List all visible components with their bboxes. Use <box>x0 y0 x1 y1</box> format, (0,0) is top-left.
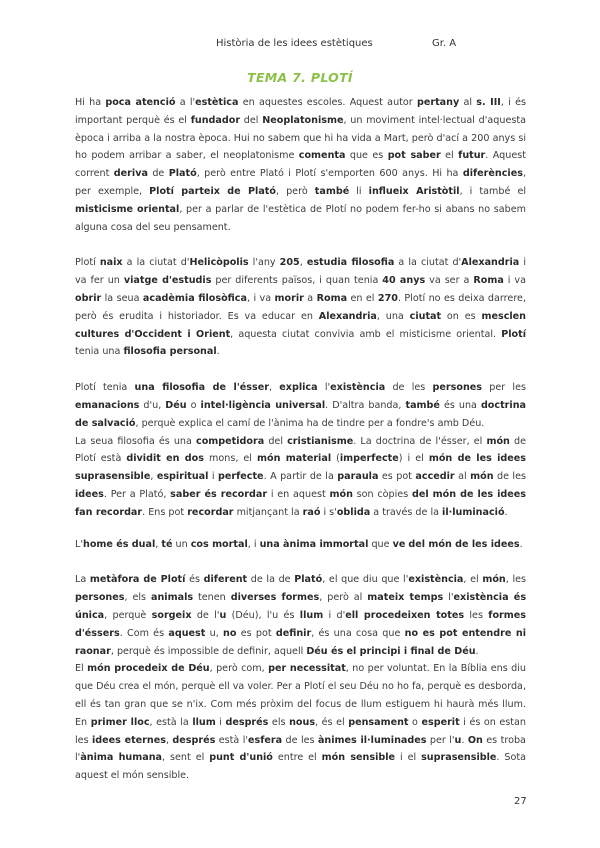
bold-run: món <box>486 435 510 447</box>
text-run: u, <box>205 627 224 639</box>
text-run: , per a parlar de l'estètica de Plotí no podem fer-ho si abans no sabem alguna cosa del seu pensament. <box>75 203 526 233</box>
bold-run: esperit <box>421 716 460 728</box>
bold-run: explica <box>279 382 318 394</box>
text-run: és una <box>439 399 481 411</box>
text-run: les <box>464 609 489 621</box>
bold-run: llum <box>192 716 216 728</box>
text-run: de <box>147 168 169 180</box>
text-run: , per exemple, <box>75 168 527 197</box>
text-run: a <box>303 292 317 304</box>
bold-run: Helicòpolis <box>189 257 249 269</box>
bold-run: estètica <box>195 97 239 108</box>
bold-run: després <box>225 716 269 728</box>
bold-run: també <box>314 185 350 197</box>
bold-run: poca atenció <box>105 97 176 108</box>
text-run: en aquestes escoles. Aquest autor <box>238 97 417 108</box>
bold-run: formes d'éssers <box>75 609 526 639</box>
text-run: . <box>519 538 523 550</box>
bold-run: fundador <box>190 114 241 126</box>
header-group: Gr. A <box>432 38 457 49</box>
text-run: o <box>408 716 422 728</box>
bold-run: paraula <box>337 471 379 483</box>
text-run: que <box>368 538 393 550</box>
text-run: tenen <box>193 592 231 604</box>
text-run: i <box>215 716 226 728</box>
bold-run: cos mortal <box>190 538 248 550</box>
header-course-title: Història de les idees estètiques <box>216 38 373 49</box>
text-run: i va fer un <box>75 257 526 287</box>
text-run: , està la <box>149 716 193 728</box>
bold-run: món <box>470 471 494 483</box>
text-run: a la ciutat d' <box>122 257 190 269</box>
bold-run: diferent <box>203 574 248 586</box>
text-run: al <box>454 471 471 483</box>
bold-run: una filosofia de l'ésser <box>134 382 269 394</box>
bold-run: Plotí <box>501 328 526 340</box>
chapter-title: TEMA 7. PLOTÍ <box>247 70 353 85</box>
bold-run: després <box>172 734 216 746</box>
bold-run: obrir <box>75 292 102 304</box>
paragraph-biography <box>75 254 526 361</box>
text-run: està l' <box>215 734 249 746</box>
text-run: d'u, <box>139 399 166 411</box>
bold-run: del món de les idees fan recordar <box>75 488 526 518</box>
bold-run: món <box>482 574 506 586</box>
text-run: i en aquest <box>267 488 330 500</box>
text-run: . Per a Plató, <box>103 488 171 500</box>
text-run: , però <box>275 185 315 197</box>
bold-run: per necessitat <box>268 663 346 675</box>
text-run: per diferents països, i quan tenia <box>211 275 383 287</box>
text-run: . Ens pot <box>142 506 188 518</box>
text-run: en el <box>347 292 378 304</box>
bold-run: Plató <box>168 168 197 180</box>
paragraph-metaphor <box>75 571 526 660</box>
paragraph-intro <box>75 94 526 236</box>
text-run: per l' <box>426 734 455 746</box>
bold-run: animals <box>151 592 194 604</box>
text-run: els <box>268 716 290 728</box>
bold-run: llum <box>299 609 324 621</box>
text-run: i s' <box>320 506 337 518</box>
bold-run: té <box>161 538 173 550</box>
text-run: , una <box>376 310 410 322</box>
bold-run: pertany <box>416 97 460 108</box>
bold-run: 40 anys <box>382 275 426 287</box>
bold-run: u <box>219 609 227 621</box>
text-run: a la ciutat d' <box>394 257 462 269</box>
text-run: . <box>504 506 508 518</box>
text-run: del <box>240 114 263 126</box>
text-run: o <box>186 399 201 411</box>
bold-run: filosofia personal <box>123 346 217 358</box>
text-run: per les <box>482 382 527 394</box>
text-run: de la de <box>247 574 295 586</box>
text-run: i el <box>395 752 422 764</box>
bold-run: il·luminació <box>442 506 505 518</box>
bold-run: naix <box>99 257 123 269</box>
bold-run: aquest <box>168 627 206 639</box>
bold-run: no <box>223 627 237 639</box>
paragraph-world-proceeds <box>75 660 526 785</box>
text-run: , però al <box>319 592 368 604</box>
text-run: ) i el <box>398 453 429 465</box>
bold-run: esfera <box>248 734 283 746</box>
bold-run: ell procedeixen totes <box>345 609 465 621</box>
bold-run: primer lloc <box>90 716 150 728</box>
bold-run: una ànima immortal <box>259 538 369 550</box>
bold-run: món sensible <box>321 752 396 764</box>
text-run: va ser a <box>425 275 474 287</box>
text-run: i va <box>503 275 526 287</box>
text-run: tenia una <box>75 346 124 358</box>
text-run: l' <box>317 382 331 394</box>
bold-run: món <box>329 488 353 500</box>
bold-run: doctrina de salvació <box>75 399 526 429</box>
bold-run: morir <box>274 292 304 304</box>
text-run: , però entre Plató i Plotí s'emporten 600 anys. Hi ha <box>196 168 463 180</box>
text-run: , <box>165 734 173 746</box>
bold-run: oblida <box>336 506 371 518</box>
bold-run: competidora <box>196 435 265 447</box>
bold-run: recordar <box>187 506 234 518</box>
bold-run: home és dual <box>82 538 156 550</box>
bold-run: existència <box>330 382 386 394</box>
text-run: l' <box>443 592 454 604</box>
bold-run: pensament <box>348 716 409 728</box>
paragraph-dual-man <box>75 536 526 554</box>
text-run: i és on estan les <box>75 716 527 746</box>
bold-run: no es pot entendre ni raonar <box>75 627 527 657</box>
text-run: que es <box>345 150 388 162</box>
bold-run: 205 <box>279 257 300 269</box>
bold-run: dividit en dos <box>126 453 204 465</box>
bold-run: deriva <box>113 168 148 180</box>
bold-run: metàfora de Plotí <box>89 574 186 586</box>
text-run: son còpies <box>352 488 412 500</box>
bold-run: accedir <box>415 471 455 483</box>
text-run: . Sota aquest el món sensible. <box>75 752 526 782</box>
text-run: li <box>349 185 369 197</box>
text-run: de Plotí està <box>75 435 527 465</box>
bold-run: intel·ligència universal <box>200 399 326 411</box>
bold-run: també <box>405 399 440 411</box>
text-run: es pot <box>236 627 276 639</box>
bold-run: punt d'unió <box>209 752 273 764</box>
text-run: i d' <box>323 609 346 621</box>
text-run: , i <box>247 538 260 550</box>
text-run: de l' <box>191 609 220 621</box>
text-run: , i també el <box>459 185 527 197</box>
text-run: , les <box>505 574 527 586</box>
bold-run: misticisme oriental <box>75 203 180 215</box>
text-run: . <box>216 346 220 358</box>
bold-run: Déu <box>165 399 187 411</box>
text-run: , <box>155 538 162 550</box>
bold-run: influeix Aristòtil <box>368 185 460 197</box>
text-run: , el <box>463 574 483 586</box>
text-run: a l' <box>175 97 196 108</box>
text-run: on es <box>441 310 482 322</box>
bold-run: Roma <box>473 275 504 287</box>
text-run: , i és important perquè és el <box>75 97 526 126</box>
bold-run: ciutat <box>409 310 442 322</box>
text-run: , el que diu que l' <box>322 574 409 586</box>
text-run: L' <box>75 538 83 550</box>
text-run: Plotí tenia <box>75 382 135 394</box>
bold-run: Déu és el principi i final de Déu <box>306 645 476 657</box>
text-run: la seua <box>101 292 143 304</box>
text-run: del <box>264 435 288 447</box>
bold-run: Plató <box>294 574 323 586</box>
bold-run: ve <box>392 538 406 550</box>
text-run: , perquè explica el camí de l'ànima ha de tindre per a fondre's amb Déu. <box>135 417 485 429</box>
text-run: , és el <box>315 716 349 728</box>
text-run: mitjançant la <box>233 506 303 518</box>
bold-run: món material <box>257 453 332 465</box>
text-run: . Plotí no es deixa darrere, però és erudita i historiador. Es va educar en <box>75 292 527 322</box>
text-run: , no per voluntat. En la Bíblia ens diu que Déu crea el món, perquè ell va voler. Per a Plotí el seu Déu no ho fa, perquè es desborda, ell és tan gran que se n'ix. Com més pròxim del focus de llum estiguem hi haurà més llum. En <box>75 663 526 728</box>
text-run: Hi ha <box>75 97 106 108</box>
bold-run: ànimes il·luminades <box>317 734 427 746</box>
bold-run: persones <box>432 382 482 394</box>
bold-run: definir <box>275 627 312 639</box>
bold-run: pot saber <box>387 150 441 162</box>
bold-run: persones <box>75 592 125 604</box>
text-run: , un moviment intel·lectual d'aquesta època i arriba a la nostra època. Hui no sabem que hi ha vida a Mart, però d'ací a 200 anys si ho podem arribar a saber, el neoplatonisme <box>75 114 527 162</box>
bold-run: comenta <box>298 150 346 162</box>
bold-run: saber és recordar <box>170 488 268 500</box>
text-run: l'any <box>248 257 280 269</box>
bold-run: diverses formes <box>230 592 320 604</box>
bold-run: Alexandria <box>318 310 377 322</box>
text-run: (Déu), l'u és <box>226 609 300 621</box>
body-text <box>75 94 526 785</box>
bold-run: existència és única <box>75 592 527 621</box>
text-run: és <box>185 574 204 586</box>
bold-run: 270 <box>377 292 398 304</box>
bold-run: mesclen cultures d'Occident i Orient <box>75 310 527 340</box>
text-run: . Com és <box>119 627 169 639</box>
bold-run: món procedeix de Déu <box>87 663 210 675</box>
bold-run: món de les idees suprasensible <box>75 453 527 483</box>
bold-run: viatge d'estudis <box>123 275 212 287</box>
text-run: de les <box>385 382 433 394</box>
bold-run: cristianisme <box>287 435 354 447</box>
text-run: . La doctrina de l'ésser, el <box>353 435 487 447</box>
bold-run: idees <box>75 488 104 500</box>
bold-run: Roma <box>316 292 348 304</box>
bold-run: s. III <box>476 97 501 108</box>
text-run: , és una cosa que <box>311 627 405 639</box>
text-run: el <box>440 150 459 162</box>
text-run: , aquesta ciutat convivia amb el misticisme oriental. <box>230 328 502 340</box>
paragraph-philosophy-of-being <box>75 379 526 432</box>
bold-run: raó <box>302 506 321 518</box>
text-run: , <box>150 471 157 483</box>
text-run: , <box>268 382 280 394</box>
bold-run: estudia filosofia <box>306 257 395 269</box>
text-run: mons, el <box>203 453 258 465</box>
text-run: un <box>172 538 191 550</box>
bold-run: del món de les idees <box>408 538 520 550</box>
bold-run: nous <box>289 716 316 728</box>
bold-run: espiritual <box>156 471 209 483</box>
text-run: . Aquest corrent <box>75 150 526 180</box>
bold-run: On <box>467 734 483 746</box>
bold-run: futur <box>458 150 486 162</box>
bold-run: acadèmia filosòfica <box>142 292 247 304</box>
bold-run: imperfecte <box>339 453 399 465</box>
text-run: , però com, <box>209 663 269 675</box>
bold-run: diferències <box>462 168 523 180</box>
page-number: 27 <box>514 796 527 807</box>
text-run: al <box>459 97 477 108</box>
bold-run: sorgeix <box>151 609 192 621</box>
text-run: Plotí <box>75 257 100 269</box>
text-run: , perquè <box>104 609 152 621</box>
bold-run: u <box>454 734 462 746</box>
bold-run: Alexandria <box>461 257 520 269</box>
bold-run: Neoplatonisme <box>262 114 344 126</box>
bold-run: Plotí parteix de Plató <box>149 185 276 197</box>
text-run: , <box>299 257 307 269</box>
text-run: es pot <box>378 471 416 483</box>
text-run: de les <box>282 734 318 746</box>
bold-run: mateix temps <box>367 592 444 604</box>
text-run: . <box>461 734 468 746</box>
text-run: . D'altra banda, <box>325 399 406 411</box>
text-run: La <box>75 574 90 586</box>
text-run: , perquè és impossible de definir, aquell <box>110 645 307 657</box>
text-run: , sent el <box>162 752 210 764</box>
text-run: de les <box>493 471 526 483</box>
text-run: . <box>475 645 479 657</box>
bold-run: idees eternes <box>91 734 166 746</box>
bold-run: ànima humana <box>80 752 163 764</box>
bold-run: suprasensible <box>421 752 497 764</box>
paragraph-competitor-christianity <box>75 433 526 522</box>
text-run: , els <box>124 592 151 604</box>
text-run: entre el <box>272 752 322 764</box>
bold-run: perfecte <box>218 471 264 483</box>
bold-run: existència <box>408 574 464 586</box>
text-run: i <box>208 471 218 483</box>
text-run: , i va <box>246 292 275 304</box>
bold-run: emanacions <box>75 399 140 411</box>
text-run: El <box>75 663 88 675</box>
text-run: La seua filosofia és una <box>75 435 197 447</box>
text-run: . A partir de la <box>263 471 338 483</box>
text-run: es troba l' <box>75 734 526 764</box>
text-run: ( <box>331 453 340 465</box>
text-run: a través de la <box>370 506 443 518</box>
